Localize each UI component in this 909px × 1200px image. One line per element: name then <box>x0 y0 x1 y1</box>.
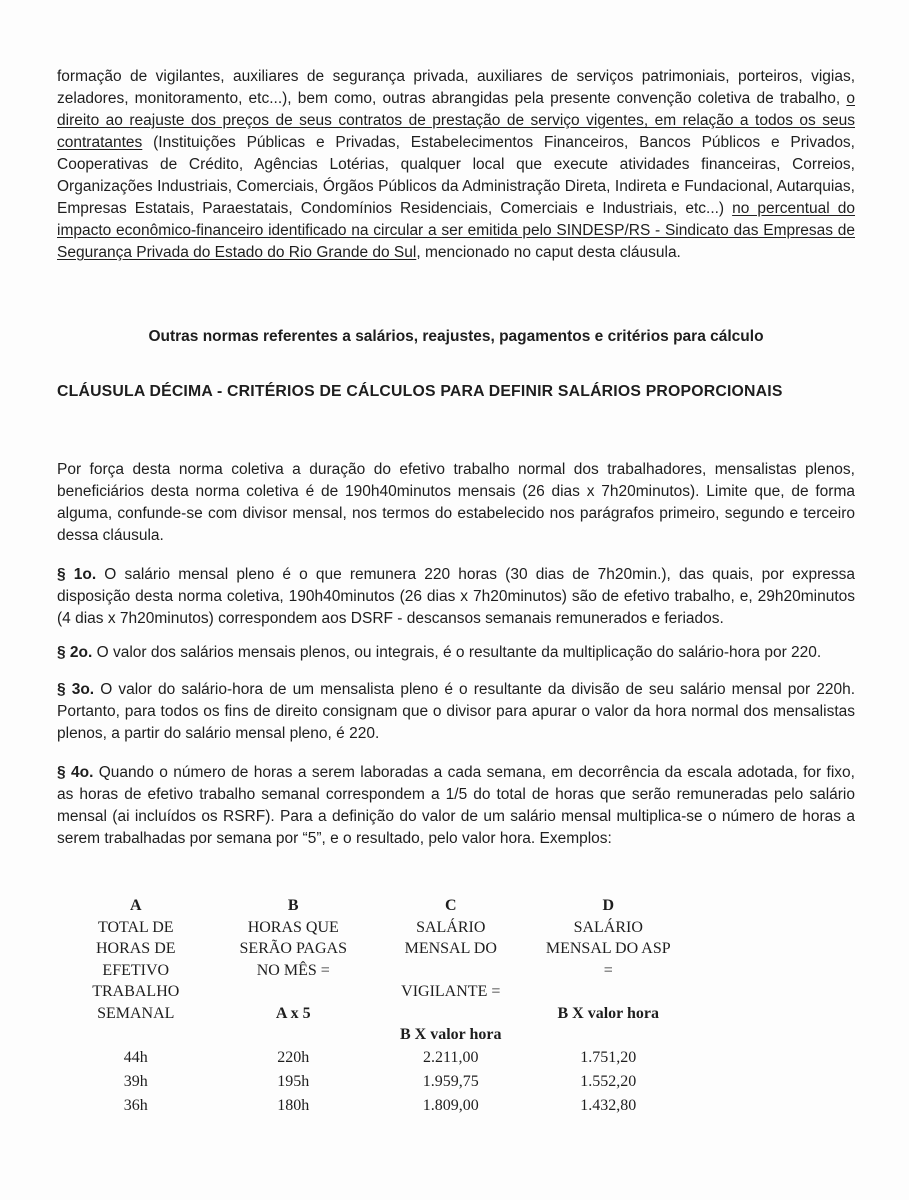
table-cell: 1.432,80 <box>580 1096 637 1114</box>
paragraph-section-4 <box>57 762 855 850</box>
intro-text-2: (Instituições Públicas e Privadas, Estabelecimentos Financeiros, Bancos Públicos e Privados, Cooperativas de Crédito, Agências Lotérias, qualquer local que execute atividades financeiras, Correios, Organizações Industriais, Comerciais, Órgãos Públicos da Administração Direta, Indireta e Fundacional, Autarquias, Empresas Estatais, Paraestatais, Condomínios Residenciais, Comerciais e Industriais, etc...) <box>57 134 855 217</box>
table-header-cell: VIGILANTE = <box>401 983 501 1000</box>
section-2-label: § 2o. <box>57 644 93 661</box>
table-header-cell <box>530 981 688 1003</box>
table-cell: 1.959,75 <box>422 1072 479 1090</box>
section-3-label: § 3o. <box>57 681 95 698</box>
table-row <box>57 1094 687 1118</box>
table-header-cell: SERÃO PAGAS <box>239 940 347 957</box>
table-header-cell <box>530 1024 688 1046</box>
intro-text-3: , mencionado no caput desta cláusula. <box>416 244 681 261</box>
formula-b-x-valor-hora-d: B X valor hora <box>557 1004 659 1022</box>
paragraph-section-1 <box>57 564 855 630</box>
paragraph-section-2 <box>57 642 855 664</box>
table-header-cell: MENSAL DO <box>404 940 497 957</box>
table-header-cell: HORAS DE <box>95 940 176 957</box>
table-row <box>57 1070 687 1094</box>
table-header-cell: MENSAL DO ASP <box>545 940 671 957</box>
underlined-readjustment-clause: o direito ao reajuste dos preços de seus contratos de prestação de serviço vigentes, em relação a todos os seus contratantes <box>57 90 855 151</box>
table-cell: 195h <box>277 1072 310 1090</box>
table-cell: 2.211,00 <box>423 1048 479 1066</box>
table-header-cell <box>372 1003 530 1025</box>
clause-title-decima: CLÁUSULA DÉCIMA - CRITÉRIOS DE CÁLCULOS PARA DEFINIR SALÁRIOS PROPORCIONAIS <box>57 383 783 400</box>
table-header-row <box>57 938 687 960</box>
table-header-cell <box>57 1024 215 1046</box>
table-row <box>57 1046 687 1070</box>
section-1-text: O salário mensal pleno é o que remunera 220 horas (30 dias de 7h20min.), das quais, por expressa disposição desta norma coletiva, 190h40minutos (26 dias x 7h20minutos) são de efetivo trabalho, e, 29h20minutos (4 dias x 7h20minutos) correspondem aos DSRF - descansos semanais remunerados e feriados. <box>57 566 855 627</box>
table-cell: 36h <box>123 1096 148 1114</box>
intro-paragraph <box>57 66 855 264</box>
formula-a-x-5: A x 5 <box>275 1004 311 1022</box>
section-3-text: O valor do salário-hora de um mensalista pleno é o resultante da divisão de seu salário mensal por 220h. Portanto, para todos os fins de direito consignam que o divisor para apurar o valor da hora normal dos mensalistas plenos, a partir do salário mensal pleno, é 220. <box>57 681 855 742</box>
section-4-text: Quando o número de horas a serem laboradas a cada semana, em decorrência da escala adotada, for fixo, as horas de efetivo trabalho semanal correspondem a 1/5 do total de horas que serão remuneradas pelo salário mensal (ai incluídos os RSRF). Para a definição do valor de um salário mensal multiplica-se o número de horas a serem trabalhadas por semana por “5”, e o resultado, pelo valor hora. Exemplos: <box>57 764 855 847</box>
section-2-text: O valor dos salários mensais plenos, ou integrais, é o resultante da multiplicação do salário-hora por 220. <box>92 644 822 661</box>
table-header-cell: EFETIVO <box>102 961 170 979</box>
table-cell: 1.809,00 <box>422 1096 479 1114</box>
table-header-cell: NO MÊS = <box>256 961 330 979</box>
table-cell: 39h <box>123 1072 148 1090</box>
table-header-row <box>57 981 687 1003</box>
table-cell: 44h <box>123 1048 148 1066</box>
paragraph-section-3 <box>57 679 855 745</box>
table-cell: 180h <box>277 1096 310 1114</box>
table-header-row <box>57 1024 687 1046</box>
col-letter-d: D <box>602 897 615 914</box>
table-header-cell <box>372 960 530 982</box>
section-4-label: § 4o. <box>57 764 94 781</box>
paragraph-por-forca: Por força desta norma coletiva a duração do efetivo trabalho normal dos trabalhadores, mensalistas plenos, beneficiários desta norma coletiva é de 190h40minutos mensais (26 dias x 7h20minutos). Limite que, de forma alguma, confunde-se com divisor mensal, nos termos do estabelecido nos parágrafos primeiro, segundo e terceiro dessa cláusula. <box>57 461 855 544</box>
table-header-cell: TRABALHO <box>92 983 180 1000</box>
table-header-row <box>57 1003 687 1025</box>
col-letter-a: A <box>129 897 142 914</box>
formula-b-x-valor-hora-c: B X valor hora <box>400 1026 502 1043</box>
table-header-row <box>57 917 687 939</box>
intro-text-1: formação de vigilantes, auxiliares de segurança privada, auxiliares de serviços patrimoniais, porteiros, vigias, zeladores, monitoramento, etc...), bem como, outras abrangidas pela presente convenção coletiva de trabalho, <box>57 68 855 107</box>
table-cell: 1.751,20 <box>580 1048 637 1066</box>
table-header-row <box>57 960 687 982</box>
section-1-label: § 1o. <box>57 566 97 583</box>
col-letter-c: C <box>444 897 457 914</box>
table-cell: 1.552,20 <box>580 1072 637 1090</box>
table-header-cell: TOTAL DE <box>97 918 174 936</box>
col-letter-b: B <box>287 897 299 914</box>
table-header-cell <box>215 1024 373 1046</box>
underlined-sindesp-clause: no percentual do impacto econômico-financeiro identificado na circular a ser emitida pelo SINDESP/RS - Sindicato das Empresas de Segurança Privada do Estado do Rio Grande do Sul <box>57 200 855 261</box>
table-header-row-letters <box>57 895 687 917</box>
table-header-cell <box>215 981 373 1003</box>
table-header-cell: = <box>603 961 613 979</box>
table-header-cell: SALÁRIO <box>416 918 486 936</box>
section-title-other-norms: Outras normas referentes a salários, reajustes, pagamentos e critérios para cálculo <box>148 328 764 345</box>
salary-examples-table <box>57 895 687 1118</box>
table-cell: 220h <box>277 1048 310 1066</box>
table-header-cell: SEMANAL <box>97 1004 175 1022</box>
table-header-cell: HORAS QUE <box>247 918 339 936</box>
table-header-cell: SALÁRIO <box>573 918 643 936</box>
